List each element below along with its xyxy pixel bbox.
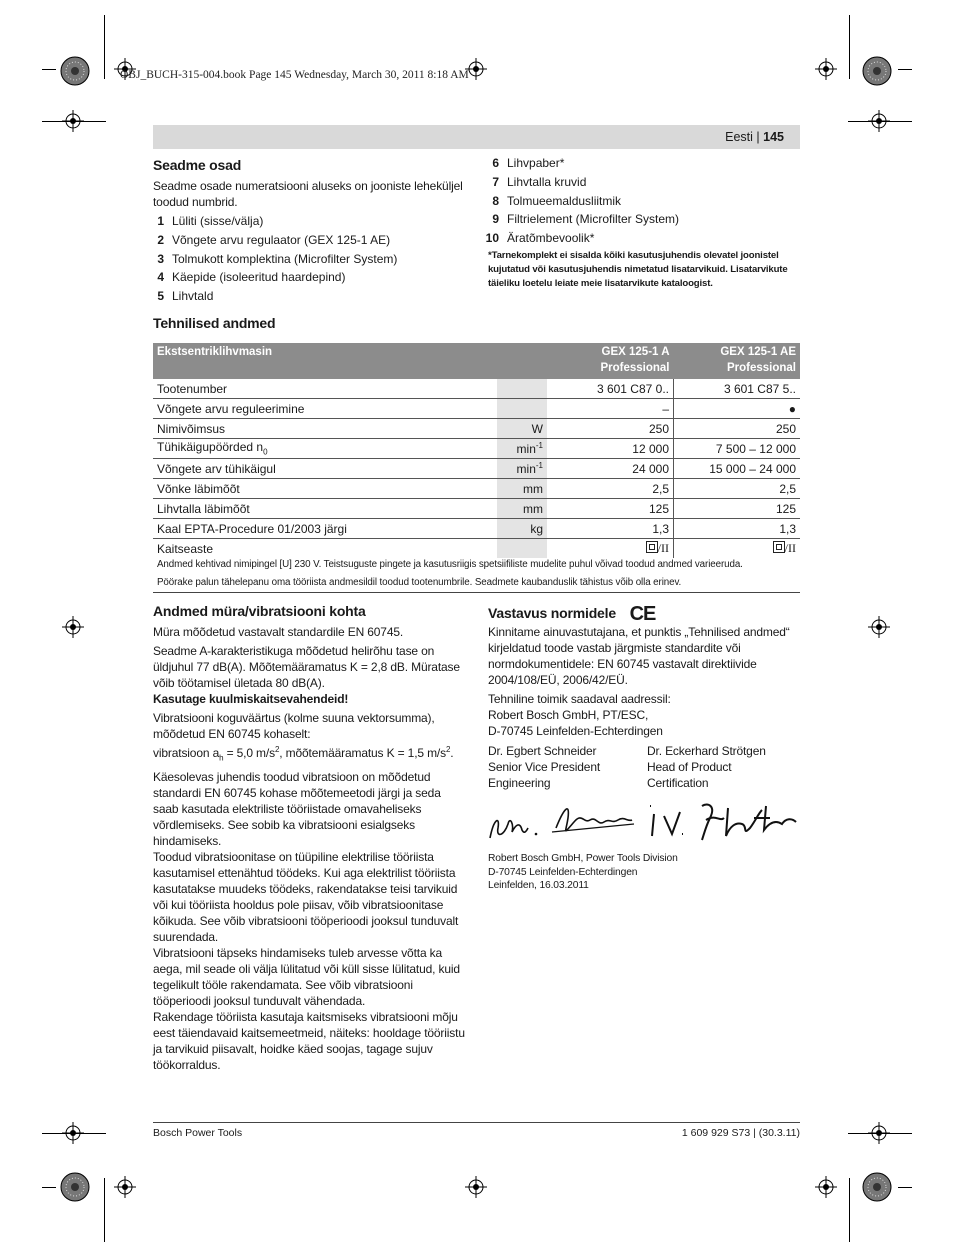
table-row: Võngete arvu reguleerimine – ● <box>153 399 800 419</box>
registration-mark-icon <box>868 110 890 132</box>
registration-mark-icon <box>114 1176 136 1198</box>
registration-mark-icon <box>465 1176 487 1198</box>
list-item: 7 Lihvtalla kruvid <box>492 175 587 190</box>
list-item: 9 Filtrielement (Microfilter System) <box>492 212 680 227</box>
header-separator: | <box>756 130 760 144</box>
footer-divider <box>153 1122 800 1123</box>
rosette-icon <box>60 1172 90 1202</box>
footer-brand: Bosch Power Tools <box>153 1127 243 1139</box>
column-header-model-ae: GEX 125-1 AE Professional <box>674 343 801 379</box>
page-header-label <box>725 130 784 144</box>
language-label: Eesti <box>725 130 753 144</box>
table-row: Kaal EPTA-Procedure 01/2003 järgi kg 1,3 1,3 <box>153 519 800 539</box>
column-header-product: Ekstsentriklihvmasin <box>153 343 547 379</box>
protection-class-icon <box>646 541 658 553</box>
table-row: Tootenumber 3 601 C87 0.. 3 601 C87 5.. <box>153 379 800 399</box>
table-row: Tühikäigupöörded $n_0$ $\min^{-1}$ 12 000 7 500 – 12 000 <box>153 439 800 459</box>
section-heading-conformity: Vastavus normidele CE <box>488 603 656 625</box>
column-header-model-a: GEX 125-1 A Professional <box>547 343 674 379</box>
tech-data-table <box>153 343 800 558</box>
protection-class-icon <box>773 541 785 553</box>
list-item: 1 Lüliti (sisse/välja) <box>157 214 264 229</box>
page-header-bar <box>153 125 800 149</box>
footer-doc-number: 1 609 929 S73 | (30.3.11) <box>681 1127 800 1139</box>
list-item: 3 Tolmukott komplektina (Microfilter System) <box>157 251 398 266</box>
company-address: Robert Bosch GmbH, Power Tools Division D-70745 Leinfelden-Echterdingen Leinfelden, 16.03.2011 <box>488 853 678 891</box>
rosette-icon <box>60 56 90 86</box>
table-header-row <box>153 343 800 379</box>
list-item: 6 Lihvpaber* <box>492 156 565 171</box>
divider <box>153 592 800 593</box>
registration-mark-icon <box>868 616 890 638</box>
parts-intro: Seadme osade numeratsiooni aluseks on jooniste leheküljel toodud numbrid. <box>153 179 463 209</box>
signature-schneider <box>486 798 636 846</box>
table-row: Lihvtalla läbimõõt mm 125 125 <box>153 499 800 519</box>
tech-note-article-number: Pöörake palun tähelepanu oma tööriista andmesildil toodud tootenumbrile. Seadmete kaubanduslik tähistus võib olla erinev. <box>157 577 682 588</box>
ce-mark-icon: CE <box>629 603 656 625</box>
rosette-icon <box>862 56 892 86</box>
section-heading-parts: Seadme osad <box>153 157 242 173</box>
book-slug-line: OBJ_BUCH-315-004.book Page 145 Wednesday, March 30, 2011 8:18 AM <box>120 69 469 81</box>
section-heading-noise: Andmed müra/vibratsiooni kohta <box>153 603 366 619</box>
noise-text: Müra mõõdetud vastavalt standardile EN 60745. Seadme A-karakteristikuga mõõdetud helirõhu tase on üldjuhul 77 dB(A). Mõõtemääramatus K = 2,8 dB. Müratase võib töötamisel ületada 80 dB(A). Kasutage kuulmiskaitsevahendeid! Vibratsiooni koguväärtus (kolme suuna vektorsumma), mõõdetud EN 60745 kohaselt: vibratsioon $a_h = 5,0$ $m/s^2$, mõõtemääramatus K = 1,5 $m/s^2$. Käesolevas juhendis toodud vibratsioon on mõõdetud standardi EN 60745 kohase mõõtemeetodi järgi ja seda saab kasutada elektriliste tööriistade omavaheliseks võrdlemiseks. See sobib ka vibratsiooni esialgseks hindamiseks. Toodud vibratsioonitase on tüüpiline elektrilise tööriista kasutamisel ettenähtud töödeks. Kui aga elektrilist tööriista kasutatakse muudeks töödeks, rakendatakse teisi tarvikuid või kui tööriista hooldus pole piisav, võib vibratsioonitase kõikuda. See võib vibratsiooni tööperioodi jooksul tunduvalt suurendada. Vibratsiooni täpseks hindamiseks tuleb arvesse võtta ka aega, mil seade oli välja lülitatud või küll sisse lülitatud, kuid tegelikult tööle rakendamata. See võib vibratsiooni tööperioodi jooksul tunduvalt vähendada. Rakendage tööriista kasutaja kaitsmiseks vibratsiooni mõju eest täiendavaid kaitsemeetmeid, näiteks: hooldage tööriistu ja tarvikuid piisavalt, hoidke käed soojas, tagage sujuv töökorraldus. <box>153 625 465 1073</box>
list-item: 5 Lihvtald <box>157 289 214 304</box>
parts-list-left <box>146 212 397 305</box>
table-row: Võngete arv tühikäigul $\min^{-1}$ 24 000 15 000 – 24 000 <box>153 459 800 479</box>
list-item: 8 Tolmueemaldusliitmik <box>492 193 622 208</box>
table-row: Nimivõimsus W 250 250 <box>153 419 800 439</box>
rosette-icon <box>862 1172 892 1202</box>
signature-stroetgen <box>646 796 804 848</box>
page-number: 145 <box>763 130 784 144</box>
registration-mark-icon <box>62 616 84 638</box>
list-item: 4 Käepide (isoleeritud haardepind) <box>157 270 346 285</box>
list-item: 10 Äratõmbevoolik* <box>485 231 595 246</box>
signatory-2: Dr. Eckerhard Strötgen Head of Product Certification <box>647 744 766 790</box>
table-row: Võnke läbimõõt mm 2,5 2,5 <box>153 479 800 499</box>
section-heading-tech: Tehnilised andmed <box>153 315 276 331</box>
registration-mark-icon <box>62 1122 84 1144</box>
accessories-footnote: *Tarnekomplekt ei sisalda kõiki kasutusjuhendis olevatel joonistel kujutatud või kasutusjuhendis nimetatud lisatarvikuid. Lisatarvikute täieliku loetelu leiate meie lisatarvikute kataloogist. <box>488 250 788 289</box>
list-item: 2 Võngete arvu regulaator (GEX 125-1 AE) <box>157 233 391 248</box>
parts-list-right <box>481 154 679 247</box>
registration-mark-icon <box>62 110 84 132</box>
tech-note-voltage: Andmed kehtivad nimipingel [U] 230 V. Teistsuguste pingete ja kasutusriigis spetsiifiliste mudelite puhul võivad toodud andmed varieeruda. <box>157 559 743 570</box>
conformity-text: Kinnitame ainuvastutajana, et punktis „Tehnilised andmed“ kirjeldatud toode vastab järgmiste standardite või normdokumentidele: EN 60745 vastavalt direktiivide 2004/108/EÜ, 2006/42/EÜ. Tehniline toimik saadaval aadressil: Robert Bosch GmbH, PT/ESC, D-70745 Leinfelden-Echterdingen <box>488 625 790 738</box>
registration-mark-icon <box>815 1176 837 1198</box>
table-row: Kaitseaste /II /II <box>153 539 800 559</box>
registration-mark-icon <box>815 58 837 80</box>
registration-mark-icon <box>868 1122 890 1144</box>
signatory-1: Dr. Egbert Schneider Senior Vice President Engineering <box>488 744 601 790</box>
